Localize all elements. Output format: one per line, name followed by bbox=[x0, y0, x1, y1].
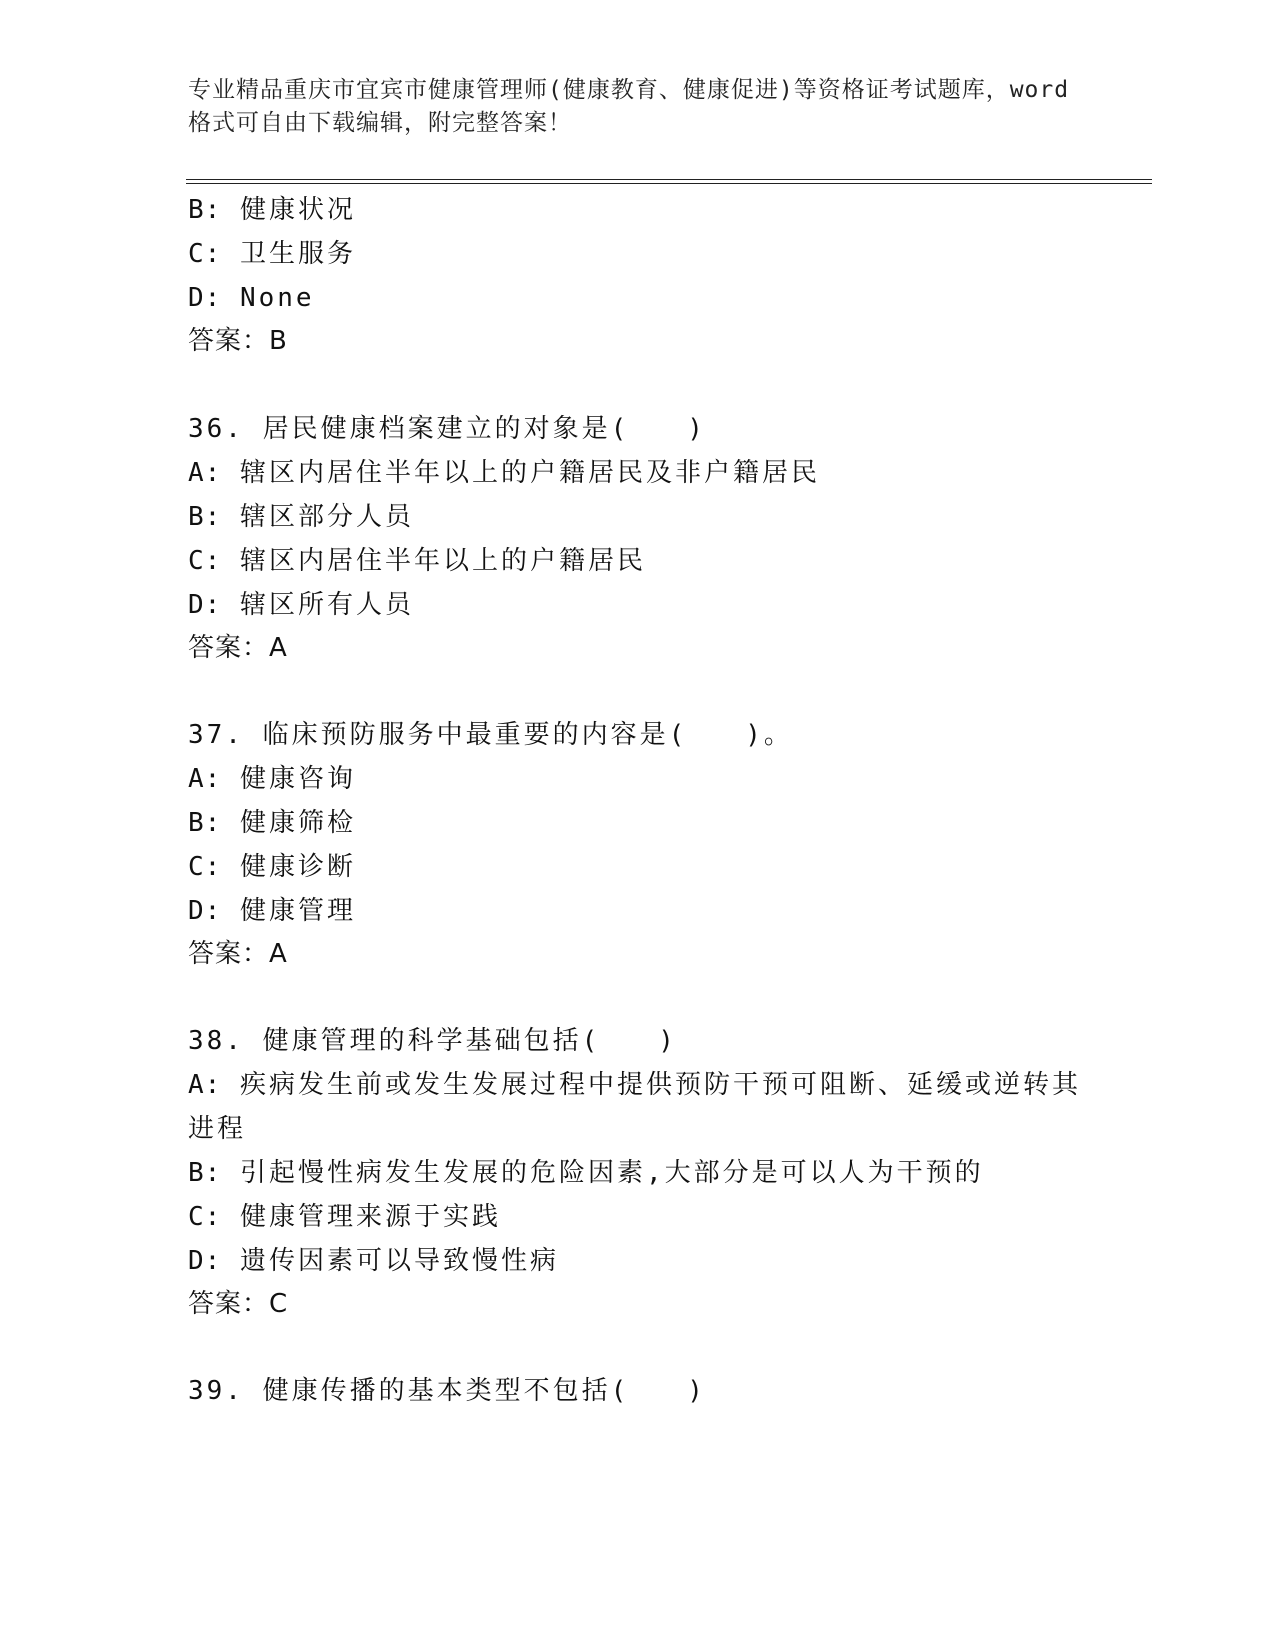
option-label: C: bbox=[188, 852, 222, 882]
answer-line: 答案：A bbox=[188, 633, 288, 663]
question-stem: 37. 临床预防服务中最重要的内容是( )。 bbox=[188, 720, 793, 750]
option-label: D: bbox=[188, 590, 222, 620]
option-text: 健康管理 bbox=[221, 896, 356, 926]
option-label: C: bbox=[188, 239, 222, 269]
header-rule-bottom bbox=[186, 183, 1152, 184]
header-line-1: 专业精品重庆市宜宾市健康管理师(健康教育、健康促进)等资格证考试题库，word bbox=[188, 77, 1070, 103]
option-text: 引起慢性病发生发展的危险因素,大部分是可以人为干预的 bbox=[221, 1158, 984, 1188]
option-label: B: bbox=[188, 502, 222, 532]
option-text: 辖区所有人员 bbox=[221, 590, 414, 620]
option-d bbox=[188, 894, 356, 928]
option-label: D: bbox=[188, 1246, 222, 1276]
option-text: 遗传因素可以导致慢性病 bbox=[221, 1246, 559, 1276]
option-a-continuation: 进程 bbox=[188, 1114, 247, 1144]
option-label: A: bbox=[188, 458, 222, 488]
answer-line: 答案：B bbox=[188, 326, 288, 356]
option-label: D: bbox=[188, 896, 222, 926]
document-header bbox=[188, 74, 1088, 140]
option-text: 健康咨询 bbox=[221, 764, 356, 794]
answer-line: 答案：A bbox=[188, 939, 288, 969]
option-label: C: bbox=[188, 546, 222, 576]
option-b bbox=[188, 806, 356, 840]
option-a bbox=[188, 1068, 1081, 1102]
option-a bbox=[188, 456, 820, 490]
option-text: None bbox=[221, 283, 315, 313]
option-d bbox=[188, 1244, 559, 1278]
option-text: 健康筛检 bbox=[221, 808, 356, 838]
option-label: C: bbox=[188, 1202, 222, 1232]
option-text: 疾病发生前或发生发展过程中提供预防干预可阻断、延缓或逆转其 bbox=[221, 1070, 1081, 1100]
option-d bbox=[188, 281, 315, 315]
option-c bbox=[188, 544, 646, 578]
option-a bbox=[188, 762, 356, 796]
header-rule-top bbox=[186, 179, 1152, 180]
option-text: 卫生服务 bbox=[221, 239, 356, 269]
option-d bbox=[188, 588, 414, 622]
option-text: 健康诊断 bbox=[221, 852, 356, 882]
question-stem: 38. 健康管理的科学基础包括( ) bbox=[188, 1026, 677, 1056]
option-label: B: bbox=[188, 195, 222, 225]
option-text: 健康管理来源于实践 bbox=[221, 1202, 501, 1232]
option-text: 健康状况 bbox=[221, 195, 356, 225]
option-c bbox=[188, 237, 356, 271]
option-label: B: bbox=[188, 1158, 222, 1188]
option-label: D: bbox=[188, 283, 222, 313]
option-b bbox=[188, 1156, 984, 1190]
option-b bbox=[188, 193, 356, 227]
option-text: 辖区内居住半年以上的户籍居民及非户籍居民 bbox=[221, 458, 820, 488]
answer-line: 答案：C bbox=[188, 1289, 289, 1319]
option-b bbox=[188, 500, 414, 534]
question-stem: 39. 健康传播的基本类型不包括( ) bbox=[188, 1376, 706, 1406]
option-label: B: bbox=[188, 808, 222, 838]
option-text: 辖区部分人员 bbox=[221, 502, 414, 532]
option-label: A: bbox=[188, 1070, 222, 1100]
header-line-2: 格式可自由下载编辑，附完整答案！ bbox=[188, 110, 572, 136]
option-c bbox=[188, 1200, 501, 1234]
option-c bbox=[188, 850, 356, 884]
option-label: A: bbox=[188, 764, 222, 794]
question-stem: 36. 居民健康档案建立的对象是( ) bbox=[188, 414, 706, 444]
option-text: 辖区内居住半年以上的户籍居民 bbox=[221, 546, 646, 576]
